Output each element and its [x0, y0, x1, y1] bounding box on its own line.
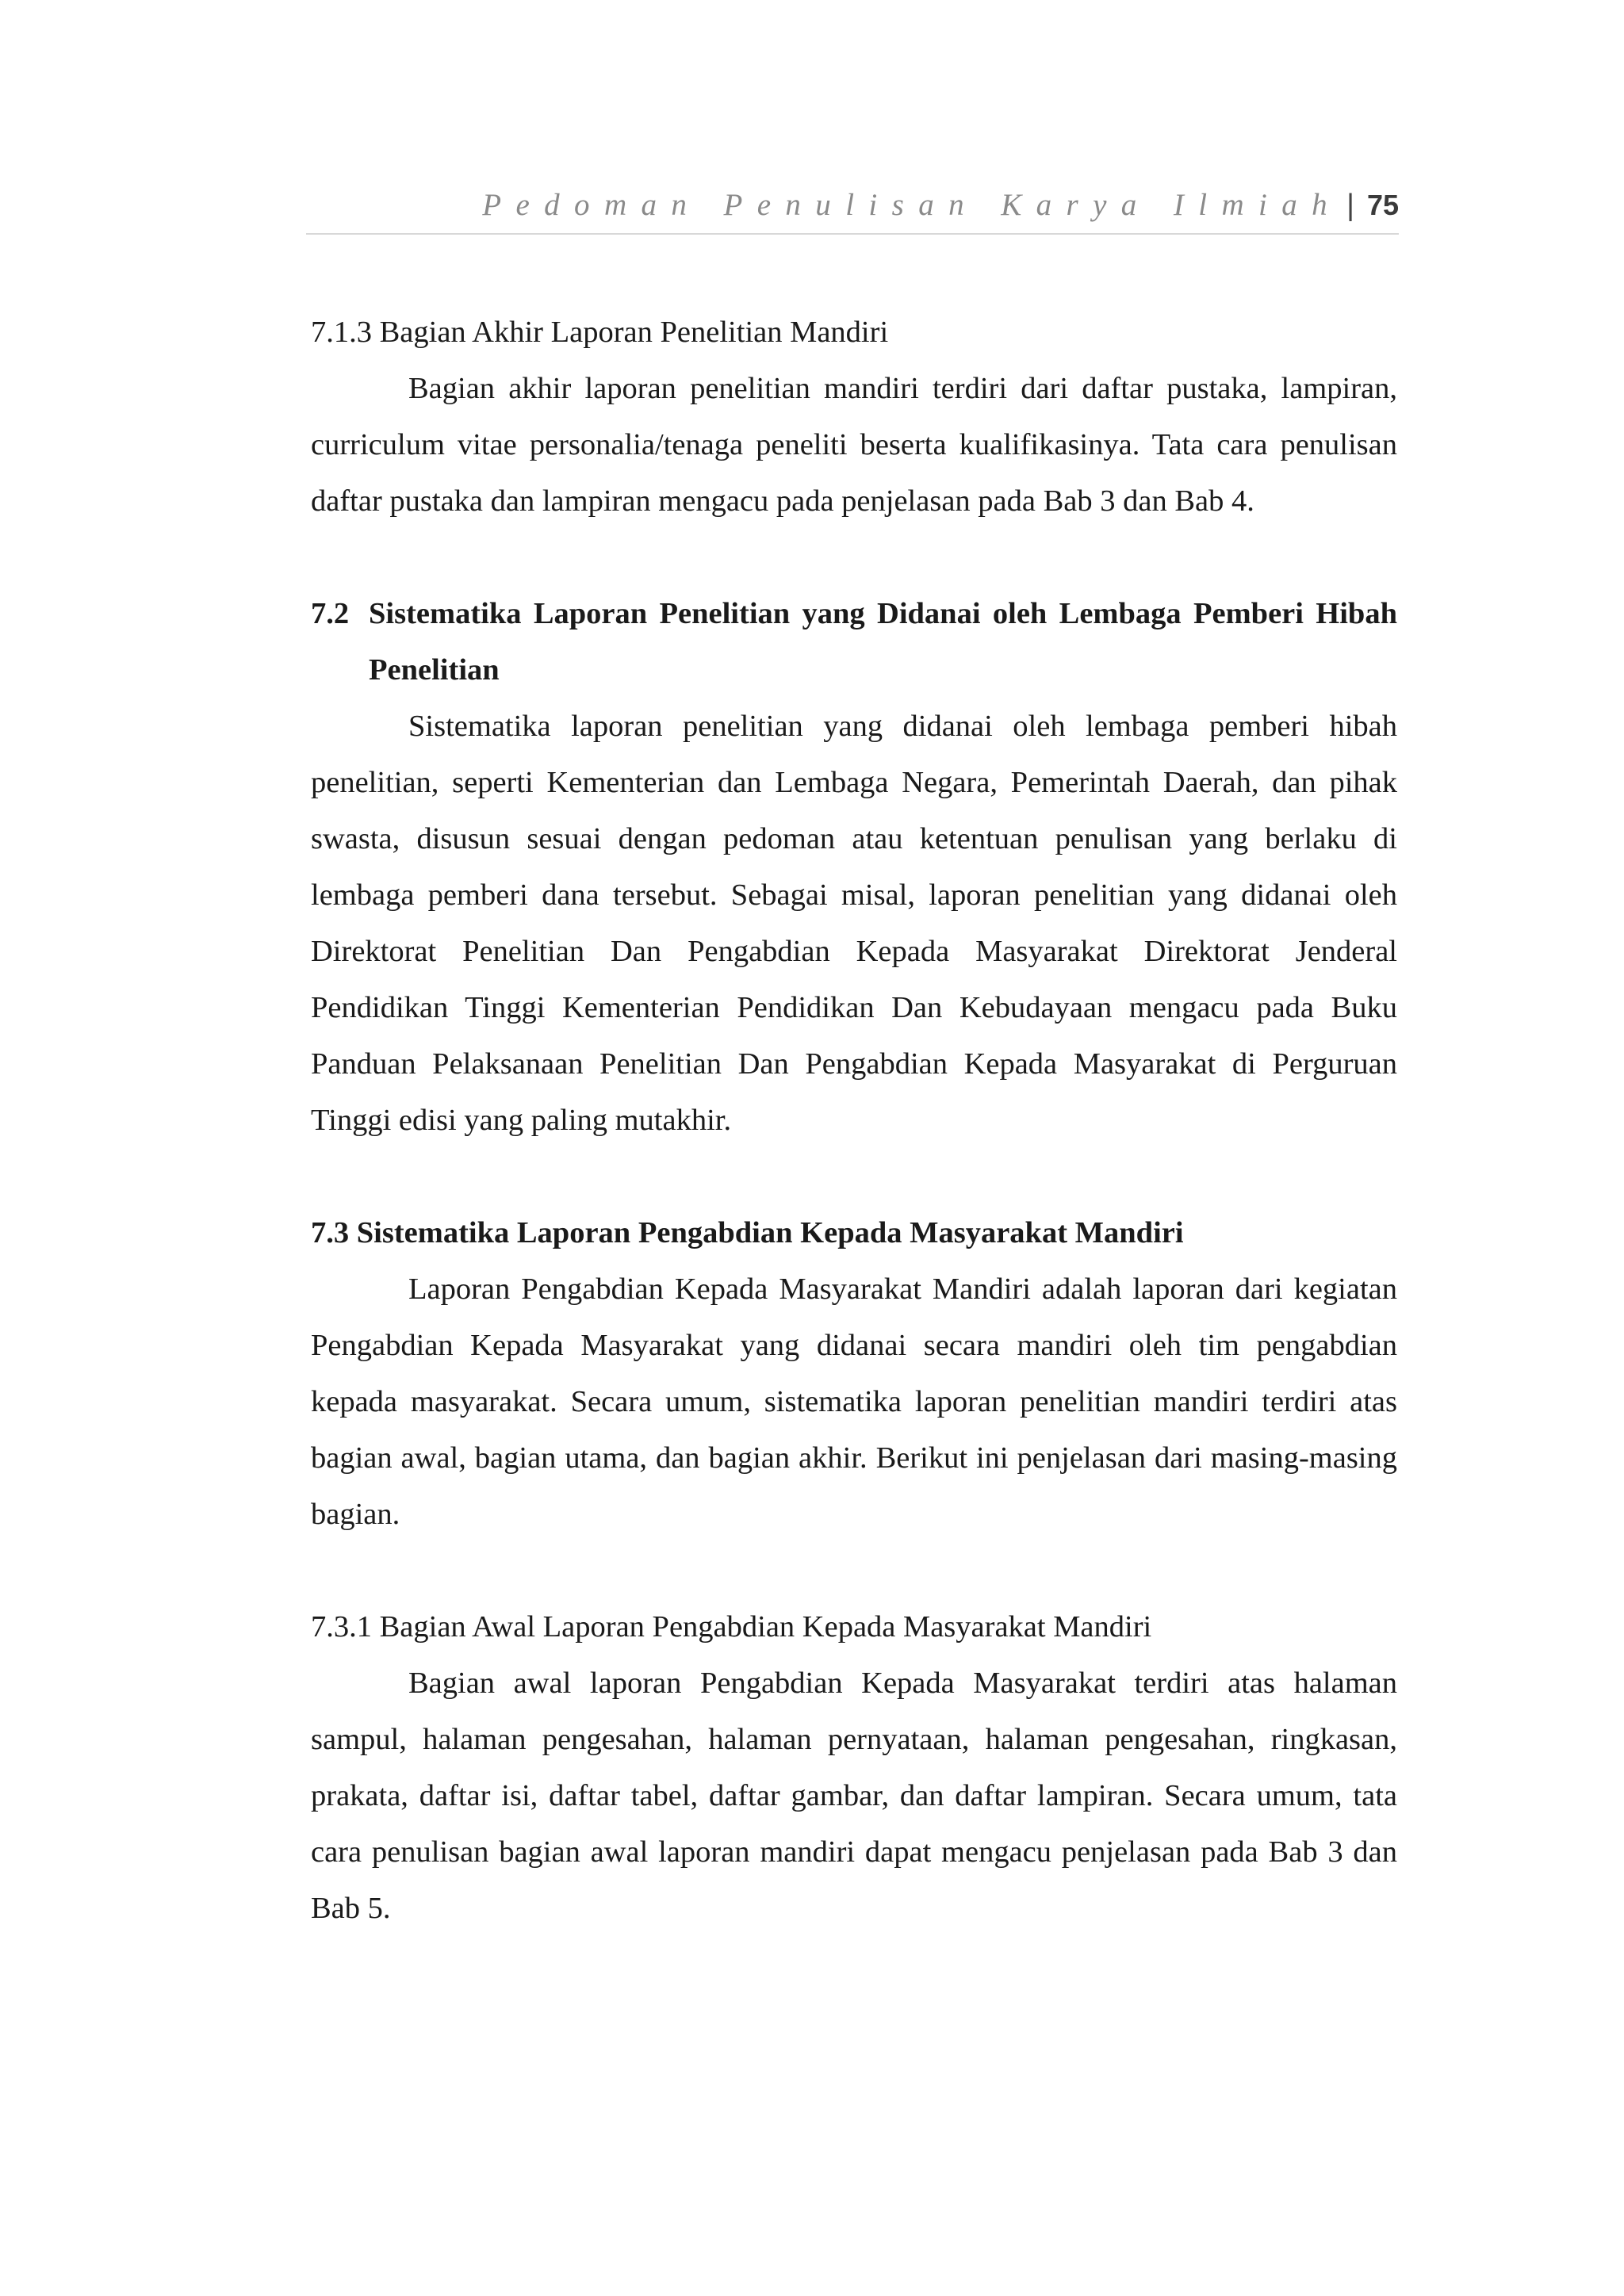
section-spacer [311, 1149, 1397, 1205]
section-heading: 7.1.3 Bagian Akhir Laporan Penelitian Mandiri [311, 316, 889, 349]
section-7-3 [311, 1205, 1397, 1543]
section-heading: 7.3 Sistematika Laporan Pengabdian Kepada Masyarakat Mandiri [311, 1216, 1184, 1249]
page-number: 75 [1366, 189, 1399, 221]
section-heading [311, 586, 1397, 698]
section-7-3-1 [311, 1599, 1397, 1937]
body-paragraph: Sistematika laporan penelitian yang didanai oleh lembaga pemberi hibah penelitian, seperti Kementerian dan Lembaga Negara, Pemerintah Daerah, dan pihak swasta, disusun sesuai dengan pedoman atau ketentuan penulisan yang berlaku di lembaga pemberi dana tersebut. Sebagai misal, laporan penelitian yang didanai oleh Direktorat Penelitian Dan Pengabdian Kepada Masyarakat Direktorat Jenderal Pendidikan Tinggi Kementerian Pendidikan Dan Kebudayaan mengacu pada Buku Panduan Pelaksanaan Penelitian Dan Pengabdian Kepada Masyarakat di Perguruan Tinggi edisi yang paling mutakhir. [311, 710, 1397, 1137]
page-body [311, 304, 1397, 1937]
page-header [306, 187, 1399, 235]
section-heading-text: Sistematika Laporan Penelitian yang Didanai oleh Lembaga Pemberi Hibah Penelitian [369, 597, 1397, 687]
running-title: Pedoman Penulisan Karya Ilmiah [482, 188, 1342, 222]
section-spacer [311, 530, 1397, 586]
section-7-1-3 [311, 304, 1397, 530]
section-heading: 7.3.1 Bagian Awal Laporan Pengabdian Kepada Masyarakat Mandiri [311, 1610, 1152, 1644]
header-separator: | [1346, 189, 1354, 222]
section-spacer [311, 1543, 1397, 1599]
section-number: 7.2 [311, 597, 350, 630]
body-paragraph: Bagian akhir laporan penelitian mandiri terdiri dari daftar pustaka, lampiran, curriculum vitae personalia/tenaga peneliti beserta kualifikasinya. Tata cara penulisan daftar pustaka dan lampiran mengacu pada penjelasan pada Bab 3 dan Bab 4. [311, 372, 1397, 518]
body-paragraph: Bagian awal laporan Pengabdian Kepada Masyarakat terdiri atas halaman sampul, halaman pengesahan, halaman pernyataan, halaman pengesahan, ringkasan, prakata, daftar isi, daftar tabel, daftar gambar, dan daftar lampiran. Secara umum, tata cara penulisan bagian awal laporan mandiri dapat mengacu penjelasan pada Bab 3 dan Bab 5. [311, 1667, 1397, 1925]
section-7-2 [311, 586, 1397, 1149]
body-paragraph: Laporan Pengabdian Kepada Masyarakat Mandiri adalah laporan dari kegiatan Pengabdian Kepada Masyarakat yang didanai secara mandiri oleh tim pengabdian kepada masyarakat. Secara umum, sistematika laporan penelitian mandiri terdiri atas bagian awal, bagian utama, dan bagian akhir. Berikut ini penjelasan dari masing-masing bagian. [311, 1272, 1397, 1531]
